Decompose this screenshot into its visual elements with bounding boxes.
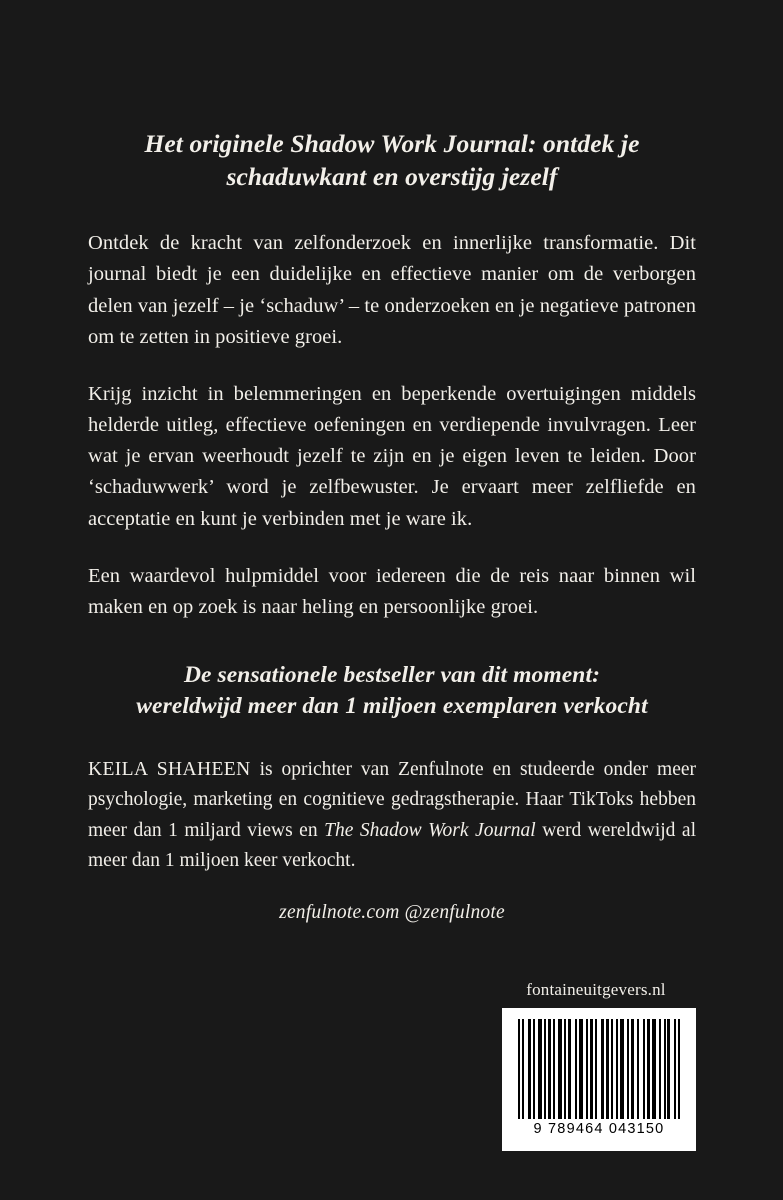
subheadline xyxy=(88,623,696,721)
paragraph-2: Krijg inzicht in belemmeringen en beperkende overtuigingen middels helderde uitleg, effectieve oefeningen en verdiepende invulvragen. Leer wat je ervan weerhoudt jezelf te zijn en je eigen leven te leiden. Door ‘schaduwwerk’ word je zelfbewuster. Je ervaart meer zelfliefde en acceptatie en kunt je verbinden met je ware ik. xyxy=(88,382,696,530)
barcode xyxy=(502,1008,696,1151)
cover-content xyxy=(88,0,696,1200)
barcode-number: 9 789464 043150 xyxy=(533,1121,665,1137)
subheadline-line-1: De sensationele bestseller van dit moment: xyxy=(183,661,601,688)
headline-line-2: schaduwkant en overstijg jezelf xyxy=(226,161,558,191)
book-title: The Shadow Work Journal xyxy=(324,819,536,841)
paragraph-3: Een waardevol hulpmiddel voor iedereen die de reis naar binnen wil maken en op zoek is naar heling en persoonlijke groei. xyxy=(88,564,696,618)
author-name: KEILA SHAHEEN xyxy=(88,759,251,781)
barcode-bars xyxy=(518,1019,680,1119)
bio-text-part-2: werd wereldwijd al meer dan 1 miljoen keer verkocht. xyxy=(88,819,696,871)
headline xyxy=(88,0,696,193)
paragraph-1: Ontdek de kracht van zelfonderzoek en innerlijke transformatie. Dit journal biedt je een duidelijke en effectieve manier om de verborgen delen van jezelf – je ‘schaduw’ – te onderzoeken en je negatieve patronen om te zetten in positieve groei. xyxy=(88,232,696,348)
bio-text-part-1: is oprichter van Zenfulnote en studeerde onder meer psychologie, marketing en cognitieve gedragstherapie. Haar TikToks hebben meer dan 1 miljard views en xyxy=(88,759,696,841)
author-bio xyxy=(88,721,696,876)
publisher-website: fontaineuitgevers.nl xyxy=(526,980,666,999)
social-handles: zenfulnote.com @zenfulnote xyxy=(279,901,505,923)
headline-line-1: Het originele Shadow Work Journal: ontdek je xyxy=(144,129,640,158)
subheadline-line-2: wereldwijd meer dan 1 miljoen exemplaren verkocht xyxy=(136,692,648,719)
